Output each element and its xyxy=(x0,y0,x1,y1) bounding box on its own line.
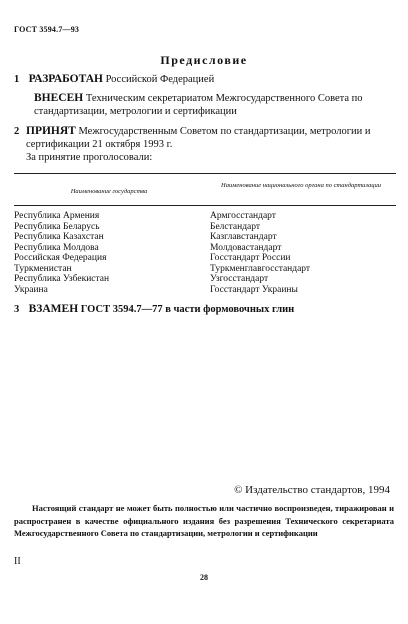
table-cell: Госстандарт России xyxy=(210,253,291,263)
introduced-paragraph xyxy=(34,92,394,118)
roman-page-number: II xyxy=(14,556,21,567)
section-3 xyxy=(14,303,394,316)
document-code: ГОСТ 3594.7—93 xyxy=(14,25,80,34)
introduced-keyword: ВНЕСЕН xyxy=(34,92,84,104)
table-top-rule xyxy=(14,173,396,174)
section-3-number: 3 xyxy=(14,304,20,315)
table-cell: Узгосстандарт xyxy=(210,274,269,284)
table-column-bodies xyxy=(210,211,310,295)
section-3-keyword: ВЗАМЕН xyxy=(28,303,79,315)
voted-line: За принятие проголосовали: xyxy=(26,152,153,163)
table-cell: Туркменглавгосстандарт xyxy=(210,263,311,274)
table-column-states xyxy=(14,211,109,295)
section-2 xyxy=(14,125,394,164)
table-cell: Молдовастандарт xyxy=(210,242,282,253)
table-cell: Белстандарт xyxy=(210,221,261,232)
page-number: 28 xyxy=(200,573,208,582)
table-cell: Республика Молдова xyxy=(14,242,99,253)
table-cell: Казглавстандарт xyxy=(210,232,277,242)
table-cell: Туркменистан xyxy=(14,263,72,274)
section-2-text: Межгосударственным Советом по стандартизации, метрологии и сертификации 21 октября 1993 г. xyxy=(26,126,371,150)
section-2-keyword: ПРИНЯТ xyxy=(26,125,76,137)
section-1-text: Российской Федерацией xyxy=(102,74,215,85)
table-header-rule xyxy=(14,205,396,206)
table-header-state: Наименование государства xyxy=(70,188,148,195)
reproduction-notice: Настоящий стандарт не может быть полностью или частично воспроизведен, тиражирован и распространен в качестве официального издания без разрешения Технического секретариата Межгосударственного Совета по стандартизации, метрологии и сертификации xyxy=(14,503,394,538)
section-3-text: ГОСТ 3594.7—77 в части формовочных глин xyxy=(78,304,295,315)
table-cell: Армгосстандарт xyxy=(210,211,276,221)
section-1-keyword: РАЗРАБОТАН xyxy=(28,73,103,85)
table-cell: Республика Армения xyxy=(14,211,100,221)
introduced-text: Техническим секретариатом Межгосударственного Совета по стандартизации, метрологии и сертификации xyxy=(34,93,363,117)
table-cell: Украина xyxy=(14,284,48,295)
section-1-number: 1 xyxy=(14,74,20,85)
section-1 xyxy=(14,73,394,86)
table-cell: Республика Узбекистан xyxy=(14,274,110,284)
table-header-body: Наименование национального органа по стандартизации xyxy=(221,182,381,189)
table-cell: Республика Беларусь xyxy=(14,221,100,232)
preface-title: Предисловие xyxy=(160,53,248,67)
section-2-number: 2 xyxy=(14,126,20,137)
copyright-notice: © Издательство стандартов, 1994 xyxy=(234,484,390,496)
table-cell: Российская Федерация xyxy=(14,253,107,263)
table-cell: Госстандарт Украины xyxy=(210,284,298,295)
table-cell: Республика Казахстан xyxy=(14,232,104,242)
